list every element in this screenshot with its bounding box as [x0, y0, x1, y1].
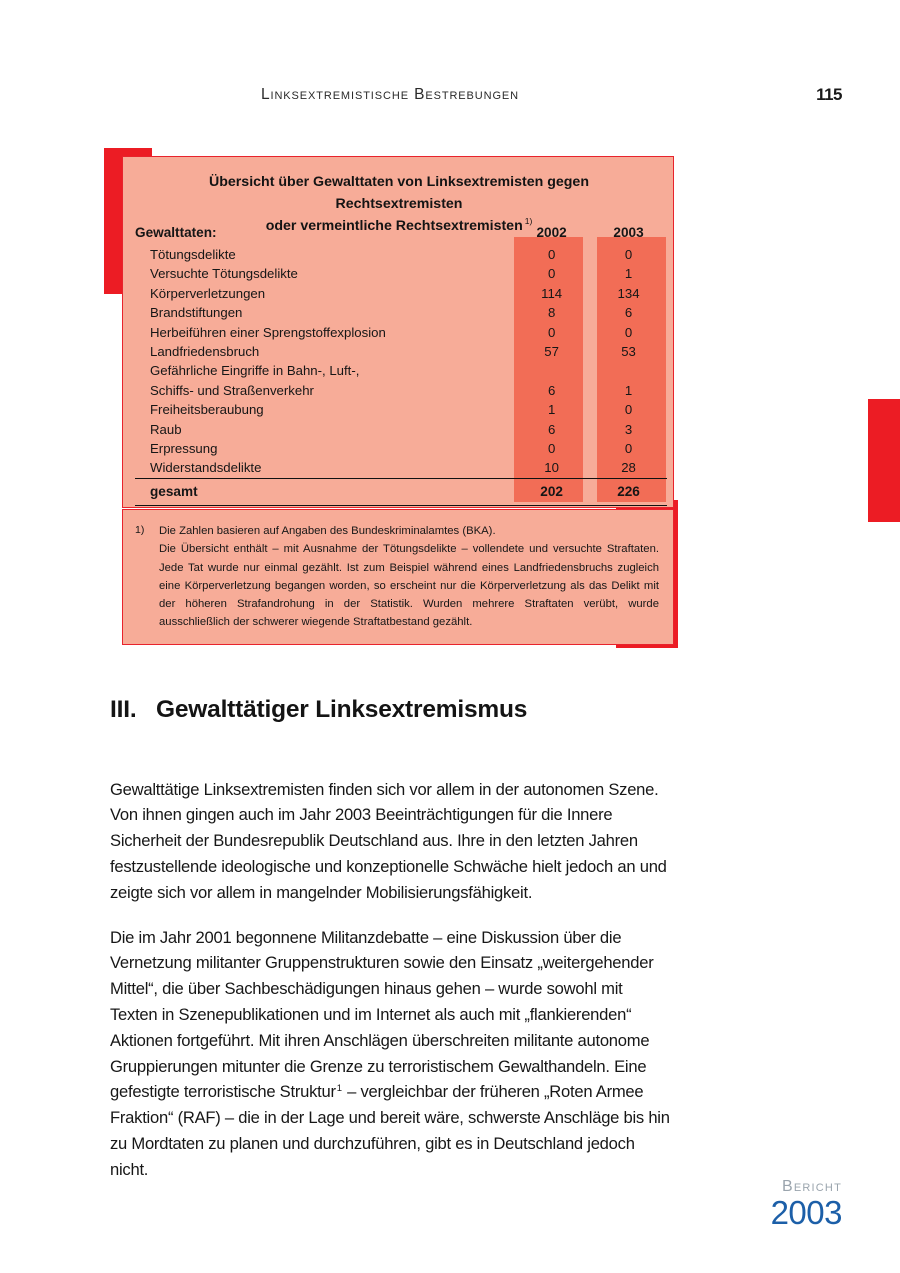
- footnote-line-1: Die Zahlen basieren auf Angaben des Bundeskriminalamtes (BKA).: [159, 525, 496, 537]
- table-row: [135, 400, 667, 419]
- footnote-text: [159, 522, 659, 632]
- row-label: Körperverletzungen: [150, 285, 266, 301]
- row-label: Landfriedensbruch: [150, 344, 260, 360]
- row-value-2002: 1: [547, 402, 556, 418]
- row-value-2002: 0: [547, 247, 556, 262]
- row-value-2003: 0: [624, 402, 633, 418]
- row-value-2002: 0: [547, 324, 556, 340]
- footnote-panel: [122, 509, 674, 645]
- row-label: Gefährliche Eingriffe in Bahn-, Luft-,: [150, 363, 360, 379]
- row-value-2003: 1: [624, 382, 633, 398]
- section-number: III.: [110, 696, 137, 723]
- table-row: [135, 245, 667, 264]
- section-heading-text: Gewalttätiger Linksextremismus: [156, 696, 528, 723]
- row-value-2003: 0: [624, 441, 633, 457]
- report-footer-logo: [771, 1179, 842, 1229]
- row-label: Freiheitsberaubung: [150, 402, 264, 418]
- row-value-2002: 0: [547, 441, 556, 457]
- footer-year: 2003: [770, 1194, 842, 1231]
- row-label: Herbeiführen einer Sprengstoffexplosion: [150, 324, 386, 340]
- row-label: Raub: [150, 421, 182, 437]
- row-value-2003: 134: [617, 285, 640, 301]
- margin-marker-tab: [868, 399, 900, 522]
- table-row: [135, 361, 667, 380]
- total-value-2002: 202: [513, 478, 590, 505]
- row-value-2002: [513, 361, 590, 380]
- table-row: [135, 381, 667, 400]
- footnote-body-text: Die Übersicht enthält – mit Ausnahme der Tötungsdelikte – vollendete und versuchte Straftaten. Jede Tat wurde nur einmal gezählt. Ist zum Beispiel während eines Landfriedensbruchs zugleich eine Körperverletzung begangen worden, so erscheint nur die Körperverletzung als das Delikt mit der höheren Strafandrohung in der Statistik. Wurden mehrere Straftaten verübt, wurde ausschließlich der schwerer wiegende Straftatbestand gezählt.: [159, 543, 659, 629]
- row-value-2003: 6: [624, 305, 633, 321]
- table-total-row: [135, 478, 667, 505]
- row-value-2002: 6: [547, 421, 556, 437]
- paragraph-2-part-2: – vergleichbar der früheren „Roten Armee Fraktion“ (RAF) – die in der Lage und bereit wäre, schwerste Anschläge bis hin zu Mordtaten zu planen und durchzuführen, gibt es in Deutschland jedoch nicht.: [110, 1082, 670, 1179]
- row-value-2002: 6: [547, 382, 556, 398]
- row-value-2003: 0: [624, 247, 633, 262]
- footer-label: Bericht: [781, 1178, 842, 1195]
- statistics-info-box: [104, 148, 682, 653]
- row-label: Schiffs- und Straßenverkehr: [150, 382, 314, 398]
- table-row: [135, 323, 667, 342]
- table-row: [135, 420, 667, 439]
- section-heading: [110, 696, 527, 724]
- running-head: [0, 86, 900, 110]
- row-label: Versuchte Tötungsdelikte: [150, 266, 298, 282]
- table-row: [135, 303, 667, 322]
- page-number: 115: [816, 85, 842, 104]
- row-value-2002: 0: [547, 266, 556, 282]
- table-title-line-2: oder vermeintliche Rechtsextremisten: [265, 218, 523, 234]
- row-value-2003: 0: [624, 324, 633, 340]
- row-value-2003: 28: [621, 460, 636, 476]
- violent-crimes-table: [135, 220, 667, 506]
- table-row: [135, 439, 667, 458]
- total-value-2003: 226: [590, 478, 667, 505]
- paragraph-2-footnote-marker: 1: [336, 1082, 342, 1094]
- row-value-2003: 53: [621, 344, 636, 360]
- body-paragraph-1: Gewalttätige Linksextremisten finden sich vor allem in der autonomen Szene. Von ihnen gingen auch im Jahr 2003 Beeinträchtigungen für die Innere Sicherheit der Bundesrepublik Deutschland aus. Ihre in den letzten Jahren festzustellende ideologische und konzeptionelle Schwäche hielt jedoch an und zeigte sich vor allem in mangelnder Mobilisierungsfähigkeit.: [110, 779, 667, 902]
- row-value-2002: 8: [547, 305, 556, 321]
- row-value-2002: 57: [544, 344, 559, 360]
- row-label: Brandstiftungen: [150, 305, 243, 321]
- row-label: Erpressung: [150, 441, 218, 457]
- row-value-2003: 1: [624, 266, 633, 282]
- footnote-marker: 1): [135, 524, 145, 536]
- table-header-2002: 2002: [536, 225, 567, 240]
- table-panel: [122, 156, 674, 508]
- table-title-line-1: Übersicht über Gewalttaten von Linksextremisten gegen Rechtsextremisten: [208, 174, 589, 212]
- table-title-footnote-marker: 1): [524, 216, 533, 227]
- table-row: [135, 458, 667, 478]
- row-value-2003: [590, 361, 667, 380]
- row-value-2002: 10: [544, 460, 559, 476]
- table-row: [135, 264, 667, 283]
- row-value-2002: 114: [541, 285, 563, 301]
- footnote: [135, 522, 659, 632]
- table-header-row: [135, 220, 667, 245]
- table-row: [135, 284, 667, 303]
- row-value-2003: 3: [624, 421, 633, 437]
- running-head-title: Linksextremistische Bestrebungen: [260, 86, 520, 103]
- table-header-label: Gewalttaten:: [135, 225, 217, 240]
- table-header-2003: 2003: [613, 225, 644, 240]
- row-label: Tötungsdelikte: [150, 247, 236, 262]
- total-label: gesamt: [135, 478, 513, 505]
- table-row: [135, 342, 667, 361]
- body-paragraph-2: [110, 925, 672, 1183]
- row-label: Widerstandsdelikte: [150, 460, 262, 476]
- paragraph-2-part-1: Die im Jahr 2001 begonnene Militanzdebatte – eine Diskussion über die Vernetzung militanter Gruppenstrukturen sowie den Einsatz „weitergehender Mittel“, die über Sachbeschädigungen hinaus gehen – wurde sowohl mit Texten in Szenepublikationen und im Internet als auch mit „flankierenden“ Aktionen fortgeführt. Mit ihren Anschlägen überschreiten militante autonome Gruppierungen mitunter die Grenze zu terroristischem Gewalthandeln. Eine gefestigte terroristische Struktur: [110, 927, 654, 1102]
